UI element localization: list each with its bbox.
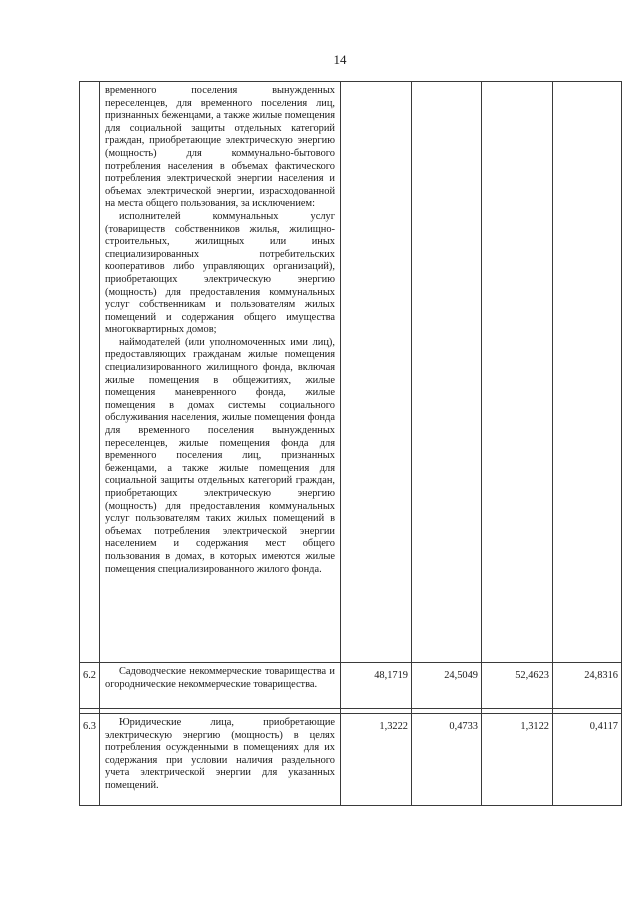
value-cell: 0,4733 <box>412 714 482 806</box>
description-paragraph: Юридические лица, приобретающие электрическую энергию (мощность) в целях потребления осужденными в помещениях для их содержания при условии наличия раздельного учета электрической энергии для указанных помещений. <box>105 717 335 791</box>
value-cell: 1,3222 <box>341 714 412 806</box>
tariff-table <box>79 81 622 806</box>
description-paragraph: наймодателей (или уполномоченных ими лиц), предоставляющих гражданам жилые помещения специализированного жилищного фонда, включая жилые помещения в общежитиях, жилые помещения маневренного фонда, жилые помещения в домах системы социального обслуживания населения, жилые помещения фонда для временного поселения вынужденных переселенцев, жилые помещения фонда для временного поселения лиц, признанных беженцами, а также жилые помещения для социальной защиты отдельных категорий граждан, приобретающих электрическую энергию (мощность) для предоставления коммунальных услуг пользователям таких жилых помещений в объемах потребления электрической энергии населением и содержания мест общего пользования в домах, в которых имеются жилые помещения специализированного жилого фонда. <box>105 336 335 575</box>
value-cell: 24,5049 <box>412 663 482 709</box>
row-number-cell: 6.3 <box>80 714 100 806</box>
value-cell <box>553 82 622 663</box>
value-cell: 1,3122 <box>482 714 553 806</box>
table-row-6-3 <box>80 714 622 806</box>
row-number-cell: 6.2 <box>80 663 100 709</box>
description-paragraph: Садоводческие некоммерческие товарищества и огороднические некоммерческие товарищества. <box>105 666 335 690</box>
table-row-continuation <box>80 82 622 663</box>
row-number-cell <box>80 82 100 663</box>
table-row-6-2 <box>80 663 622 709</box>
value-cell: 52,4623 <box>482 663 553 709</box>
row-description-cell <box>100 663 341 709</box>
value-cell: 24,8316 <box>553 663 622 709</box>
value-cell: 0,4117 <box>553 714 622 806</box>
row-description-cell <box>100 82 341 663</box>
description-paragraph: исполнителей коммунальных услуг (товариществ собственников жилья, жилищно-строительных, жилищных или иных специализированных потребительских кооперативов либо управляющих организаций), приобретающих электрическую энергию (мощность) для предоставления коммунальных услуг собственникам и пользователям жилых помещений и содержания общего имущества многоквартирных домов; <box>105 210 335 336</box>
value-cell <box>482 82 553 663</box>
row-description-cell <box>100 714 341 806</box>
description-paragraph: временного поселения вынужденных переселенцев, для временного поселения лиц, признанных беженцами, а также жилые помещения для социальной защиты отдельных категорий граждан, приобретающие электрическую энергию (мощность) для коммунально-бытового потребления населения в объемах фактического потребления электрической энергии населения и объемах электрической энергии, израсходованной на места общего пользования, за исключением: <box>105 85 335 210</box>
value-cell <box>341 82 412 663</box>
page-number: 14 <box>333 52 347 67</box>
value-cell: 48,1719 <box>341 663 412 709</box>
value-cell <box>412 82 482 663</box>
